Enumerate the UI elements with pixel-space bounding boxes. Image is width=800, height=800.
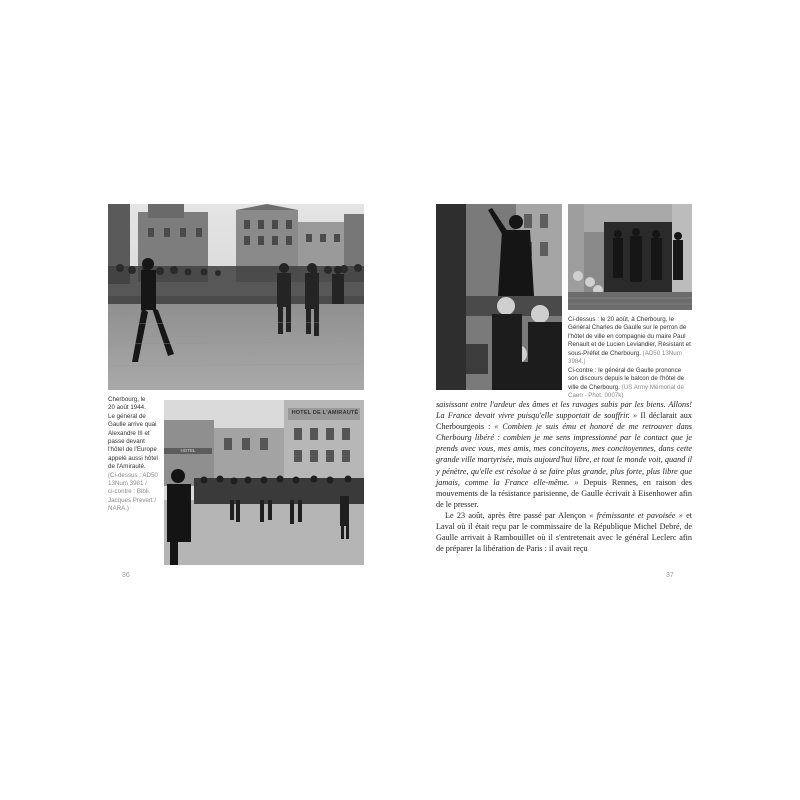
- text-fragment: Le 23 août, après être passé par Alençon: [445, 510, 590, 520]
- text-fragment: Il déclarait aux Cherbourgeois :: [436, 411, 692, 432]
- caption-line: 20 août 1944.: [108, 404, 146, 412]
- caption-town-hall-steps: [568, 316, 692, 366]
- hotel-sign-small: HOTEL: [180, 448, 196, 453]
- caption-line: l'hôtel de l'Europe: [108, 446, 157, 454]
- photo-town-hall-steps: [568, 204, 692, 310]
- text-fragment: et Laval où il était reçu par le commissaire de la République Michel Debré, de Gaulle arrivait à Rambouillet où il s'entretenait avec le général Leclerc afin de préparer la libération de Paris : il avait reçu: [436, 510, 692, 554]
- caption-line: Alexandre III et: [108, 429, 150, 437]
- caption-line: passe devant: [108, 438, 145, 446]
- caption-line: appelé aussi hôtel: [108, 454, 158, 462]
- caption-line: de l'Amirauté.: [108, 463, 146, 471]
- caption-text: Ci-contre : le général de Gaulle prononce son discours depuis le balcon de l'hôtel de ville de Cherbourg.: [568, 367, 685, 391]
- caption-credit-line: ci-contre : Bibli.: [108, 488, 151, 496]
- caption-credit: (AD50 13Num 3984.): [568, 349, 682, 366]
- caption-balcony-speech: [568, 367, 692, 401]
- photo-balcony-speech: [436, 204, 562, 390]
- page-number-left: 36: [122, 572, 130, 579]
- caption-line: Cherbourg, le: [108, 396, 146, 403]
- caption-credit-line: (Ci-dessus : AD50: [108, 471, 158, 479]
- caption-cherbourg-arrival: [108, 396, 162, 514]
- text-fragment: Depuis Rennes, en raison des mouvements de la résistance parisienne, de Gaulle écrivait à Eisenhower afin de le presser.: [436, 477, 692, 509]
- body-text: [436, 399, 692, 554]
- caption-credit-line: Jacques Prevert /: [108, 496, 157, 504]
- photo-general-arrival-quay: [108, 204, 364, 390]
- caption-line: Le général de: [108, 412, 146, 420]
- page-number-right: 37: [666, 572, 674, 579]
- quote-cherbourg-speech: « Combien je suis ému et honoré de me retrouver dans Cherbourg libéré : combien je me sens impressionné par le contact que je prends avec vous, mes amis, mes concitoyens, mes concitoyennes, dans cette grande ville martyrisée, mais aujourd'hui libre, et tout le monde voit, quand il y pénètre, qu'elle est résolue à se faire plus grande, plus forte, plus libre que jamais, comme la France elle-même. »: [436, 422, 692, 487]
- quote-alencon: « frémissante et pavoisée »: [589, 510, 683, 520]
- caption-line: Gaulle arrive quai: [108, 421, 157, 429]
- paragraph-cherbourg-speech: [436, 399, 692, 510]
- photo-hotel-amiraute: [164, 400, 364, 565]
- caption-text: Ci-dessus : le 20 août, à Cherbourg, le Général Charles de Gaulle sur le perron de l'hôtel de ville en compagnie du maire Paul Renault et de Lucien Leviandier, Résistant et sous-Préfet de Cherbourg.: [568, 316, 691, 357]
- paragraph-august-23: [436, 510, 692, 554]
- caption-credit-line: 13Num 3981 /: [108, 480, 147, 488]
- quote-de-gaulle-memoirs: saisissant entre l'ardeur des âmes et les ravages subis par les biens. Allons! La France devait vivre puisqu'elle supportait de souffrir. »: [436, 400, 692, 421]
- hotel-sign: HOTEL DE L'AMIRAUTÉ: [291, 410, 359, 416]
- caption-credit: (US Army Mémorial de Caen - Phot. 0007k): [568, 383, 684, 400]
- caption-credit-line: NARA.): [108, 505, 129, 513]
